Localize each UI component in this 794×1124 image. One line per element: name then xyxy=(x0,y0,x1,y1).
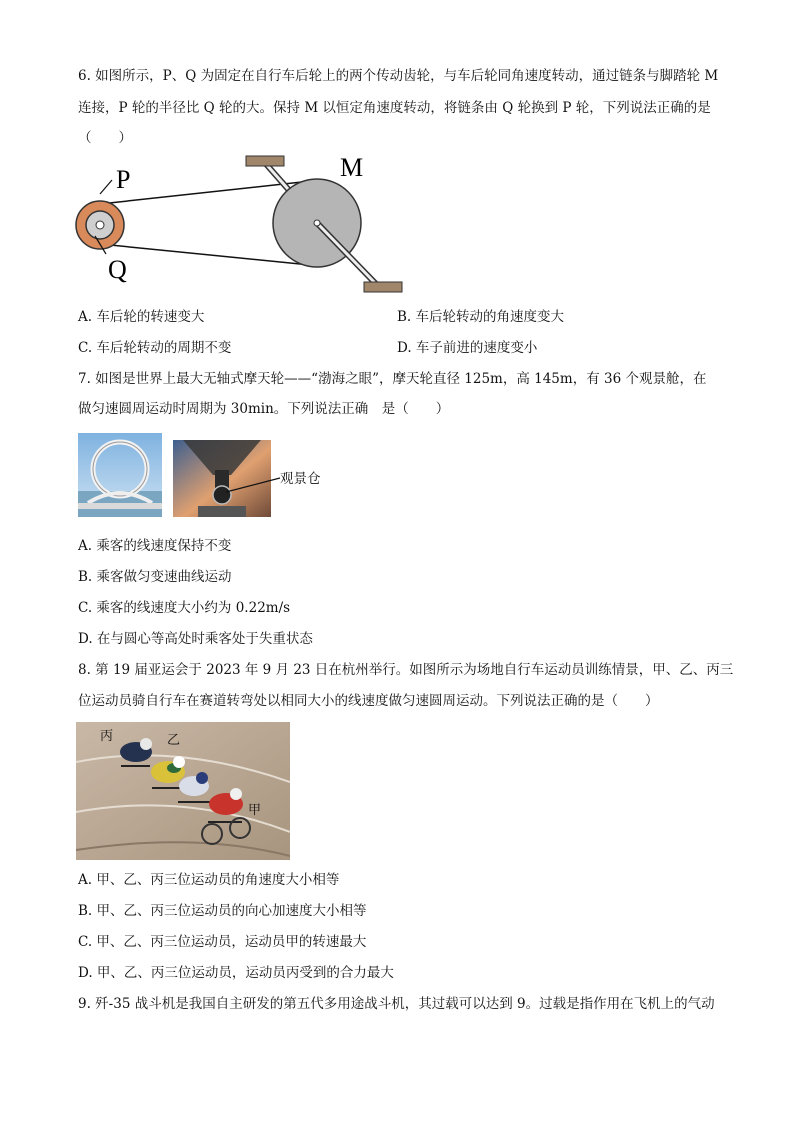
q8-option-d[interactable]: D. 甲、乙、丙三位运动员，运动员丙受到的合力最大 xyxy=(78,965,394,981)
pedal-wheel-axle xyxy=(314,220,320,226)
q7-callout-label: 观景仓 xyxy=(280,471,321,487)
q7-text-line1: 7. 如图是世界上最大无轴式摩天轮——“渤海之眼”，摩天轮直径 125m，高 145m，有 36 个观景舱，在 xyxy=(78,371,707,387)
label-bing: 丙 xyxy=(100,729,114,744)
gear-axle xyxy=(96,221,104,229)
q8-option-c[interactable]: C. 甲、乙、丙三位运动员，运动员甲的转速最大 xyxy=(78,934,367,950)
q8-text-line1: 8. 第 19 届亚运会于 2023 年 9 月 23 日在杭州举行。如图所示为场地自行车运动员训练情景，甲、乙、丙三 xyxy=(78,662,734,678)
q7-option-b[interactable]: B. 乘客做匀变速曲线运动 xyxy=(78,569,232,585)
q7-option-d[interactable]: D. 在与圆心等高处时乘客处于失重状态 xyxy=(78,631,313,647)
q6-text-line1: 6. 如图所示，P、Q 为固定在自行车后轮上的两个传动齿轮，与车后轮同角速度转动，通过链条与脚踏轮 M xyxy=(78,68,719,84)
label-m: M xyxy=(340,153,364,182)
q9-text-line1: 9. 歼-35 战斗机是我国自主研发的第五代多用途战斗机，其过载可以达到 9。过载是指作用在飞机上的气动 xyxy=(78,996,715,1012)
q8-option-b[interactable]: B. 甲、乙、丙三位运动员的向心加速度大小相等 xyxy=(78,903,367,919)
pedal-upper xyxy=(246,156,284,166)
q6-text-line2: 连接，P 轮的半径比 Q 轮的大。保持 M 以恒定角速度转动，将链条由 Q 轮换到 P 轮，下列说法正确的是 xyxy=(78,100,711,116)
q8-option-a[interactable]: A. 甲、乙、丙三位运动员的角速度大小相等 xyxy=(78,872,340,888)
q7-callout-line xyxy=(224,470,284,500)
label-p: P xyxy=(116,165,131,194)
q6-option-b[interactable]: B. 车后轮转动的角速度变大 xyxy=(397,309,565,325)
pointer-p xyxy=(100,180,112,194)
q8-text-line2: 位运动员骑自行车在赛道转弯处以相同大小的线速度做匀速圆周运动。下列说法正确的是（ ） xyxy=(78,693,659,709)
q6-option-a[interactable]: A. 车后轮的转速变大 xyxy=(78,309,205,325)
label-jia: 甲 xyxy=(248,803,262,818)
q7-text-line2: 做匀速圆周运动时周期为 30min。下列说法正确 是（ ） xyxy=(78,401,450,417)
pedal-lower xyxy=(364,282,402,292)
q7-option-a[interactable]: A. 乘客的线速度保持不变 xyxy=(78,538,232,554)
q6-option-d[interactable]: D. 车子前进的速度变小 xyxy=(397,340,538,356)
q8-cyclists-photo xyxy=(76,722,290,860)
q6-option-c[interactable]: C. 车后轮转动的周期不变 xyxy=(78,340,232,356)
q6-text-line3: （ ） xyxy=(78,130,132,146)
q7-ferris-wheel-photo xyxy=(78,433,162,517)
label-q: Q xyxy=(108,255,127,284)
q6-gear-figure xyxy=(68,152,408,302)
q7-option-c[interactable]: C. 乘客的线速度大小约为 0.22m/s xyxy=(78,600,291,616)
label-yi: 乙 xyxy=(167,733,181,748)
